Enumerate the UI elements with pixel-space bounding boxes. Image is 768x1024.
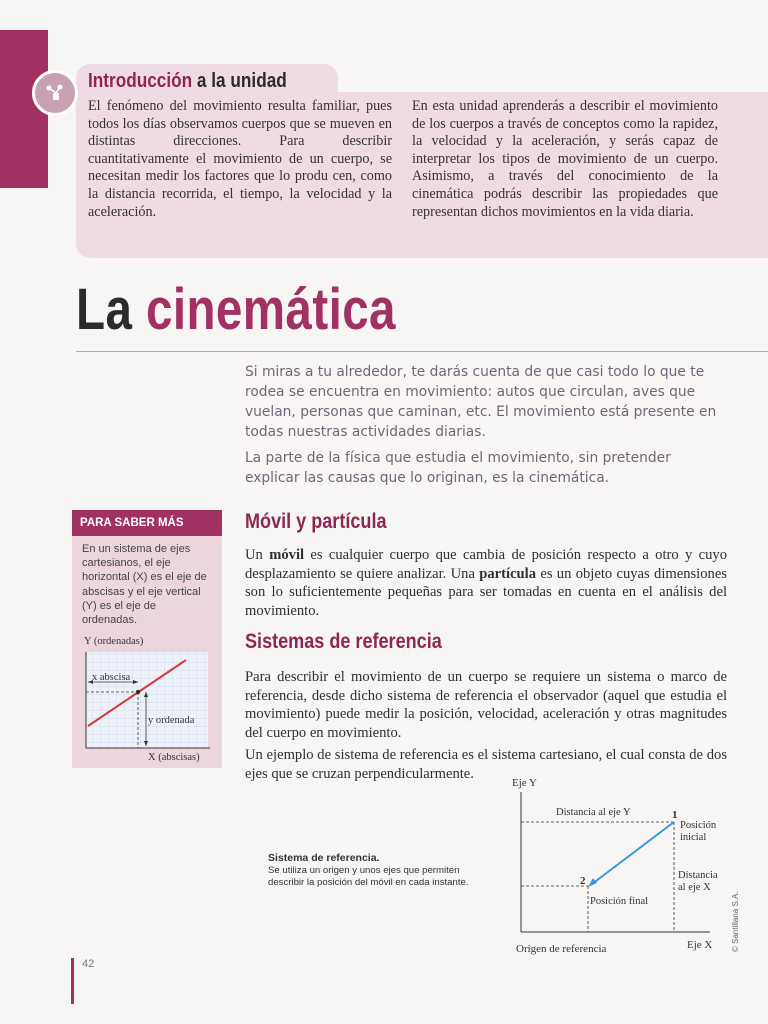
origen-label: Origen de referencia (516, 943, 607, 955)
intro-right-text: En esta unidad aprenderás a describir el movimiento de los cuerpos a través de conceptos como la rapidez, la velocidad y la aceleración, y serás capaz de interpretar los tipos de movimiento de un cuerpo. Asimismo, a través del conocimiento de la cinemática podrás describir las propiedades que representan dichos movimientos en la vida diaria. (412, 98, 718, 220)
pos-inicial-label-1: Posición (680, 820, 717, 831)
copyright: © Santillana S.A. (731, 891, 740, 952)
section-heading-sistemas: Sistemas de referencia (245, 630, 442, 653)
caption-title: Sistema de referencia. (268, 852, 380, 864)
page-title: La cinemática (76, 277, 396, 342)
dist-eje-x-label-1: Distancia (678, 870, 718, 881)
eje-y-label: Eje Y (512, 777, 537, 789)
sidebar-x-axis-label: X (abscisas) (148, 752, 200, 763)
sidebar-y-label: y ordenada (148, 715, 195, 726)
page-number: 42 (82, 958, 95, 970)
lead-paragraph-2: La parte de la física que estudia el movimiento, sin pretender explicar las causas que lo originan, es la cinemática. (245, 450, 671, 486)
sistemas-paragraph-1: Para describir el movimiento de un cuerpo se requiere un sistema o marco de referencia, desde dicho sistema de referencia el observador (aquel que estudia el movimiento) puede medir la posición, velocidad, aceleración y otras magnitudes del cuerpo en movimiento. (245, 669, 727, 741)
intro-icon (32, 70, 78, 116)
intro-title: Introducción a la unidad (88, 70, 287, 92)
page-number-bar (71, 958, 74, 1004)
sidebar-graph (76, 630, 222, 764)
dist-eje-x-label-2: al eje X (678, 882, 711, 893)
caption-text: Se utiliza un origen y unos ejes que permiten describir la posición del móvil en cada instante. (268, 865, 469, 888)
section-text-movil: Un móvil es cualquier cuerpo que cambia de posición respecto a otro y cuyo desplazamiento se quiere analizar. Una partícula es un objeto cuyas dimensiones son lo suficientemente pequeñas para ser tomadas en cuenta en el análisis del movimiento. (245, 547, 727, 619)
title-rule (76, 351, 768, 352)
point-2-label: 2 (580, 875, 586, 887)
reference-system-figure (500, 772, 732, 958)
dist-eje-y-label: Distancia al eje Y (556, 807, 631, 818)
point-1-label: 1 (672, 809, 678, 821)
sistemas-paragraph-2: Un ejemplo de sistema de referencia es el sistema cartesiano, el cual consta de dos ejes que se cruzan perpendicularmente. (245, 747, 727, 782)
section-heading-movil: Móvil y partícula (245, 510, 387, 533)
lead-paragraph-1: Si miras a tu alrededor, te darás cuenta de que casi todo lo que te rodea se encuentra en movimiento: autos que circulan, aves que vuelan, personas que caminan, etc. El movimiento está presente en todas nuestras actividades diarias. (245, 364, 717, 440)
section-text-sistemas (245, 668, 727, 788)
pos-final-label: Posición final (590, 896, 649, 907)
figure-caption (268, 852, 488, 889)
lead-text (245, 362, 723, 494)
pos-inicial-label-2: inicial (680, 832, 707, 843)
sidebar-text: En un sistema de ejes cartesianos, el eje horizontal (X) es el eje de abscisas y el eje vertical (Y) es el eje de ordenadas. (82, 543, 207, 627)
intro-left-text: El fenómeno del movimiento resulta familiar, pues todos los días observamos cuerpos que se mueven en distintas direcciones. Para describir cuantitativamente el movimiento de un cuerpo, se necesitan medir los factores que lo produ cen, como la distancia recorrida, el tiempo, la velocidad y la aceleración. (88, 98, 392, 220)
sidebar-x-label: x abscisa (92, 672, 131, 683)
sidebar-y-axis-label: Y (ordenadas) (84, 636, 144, 647)
eje-x-label: Eje X (687, 939, 713, 951)
sidebar-heading: PARA SABER MÁS (72, 510, 222, 536)
